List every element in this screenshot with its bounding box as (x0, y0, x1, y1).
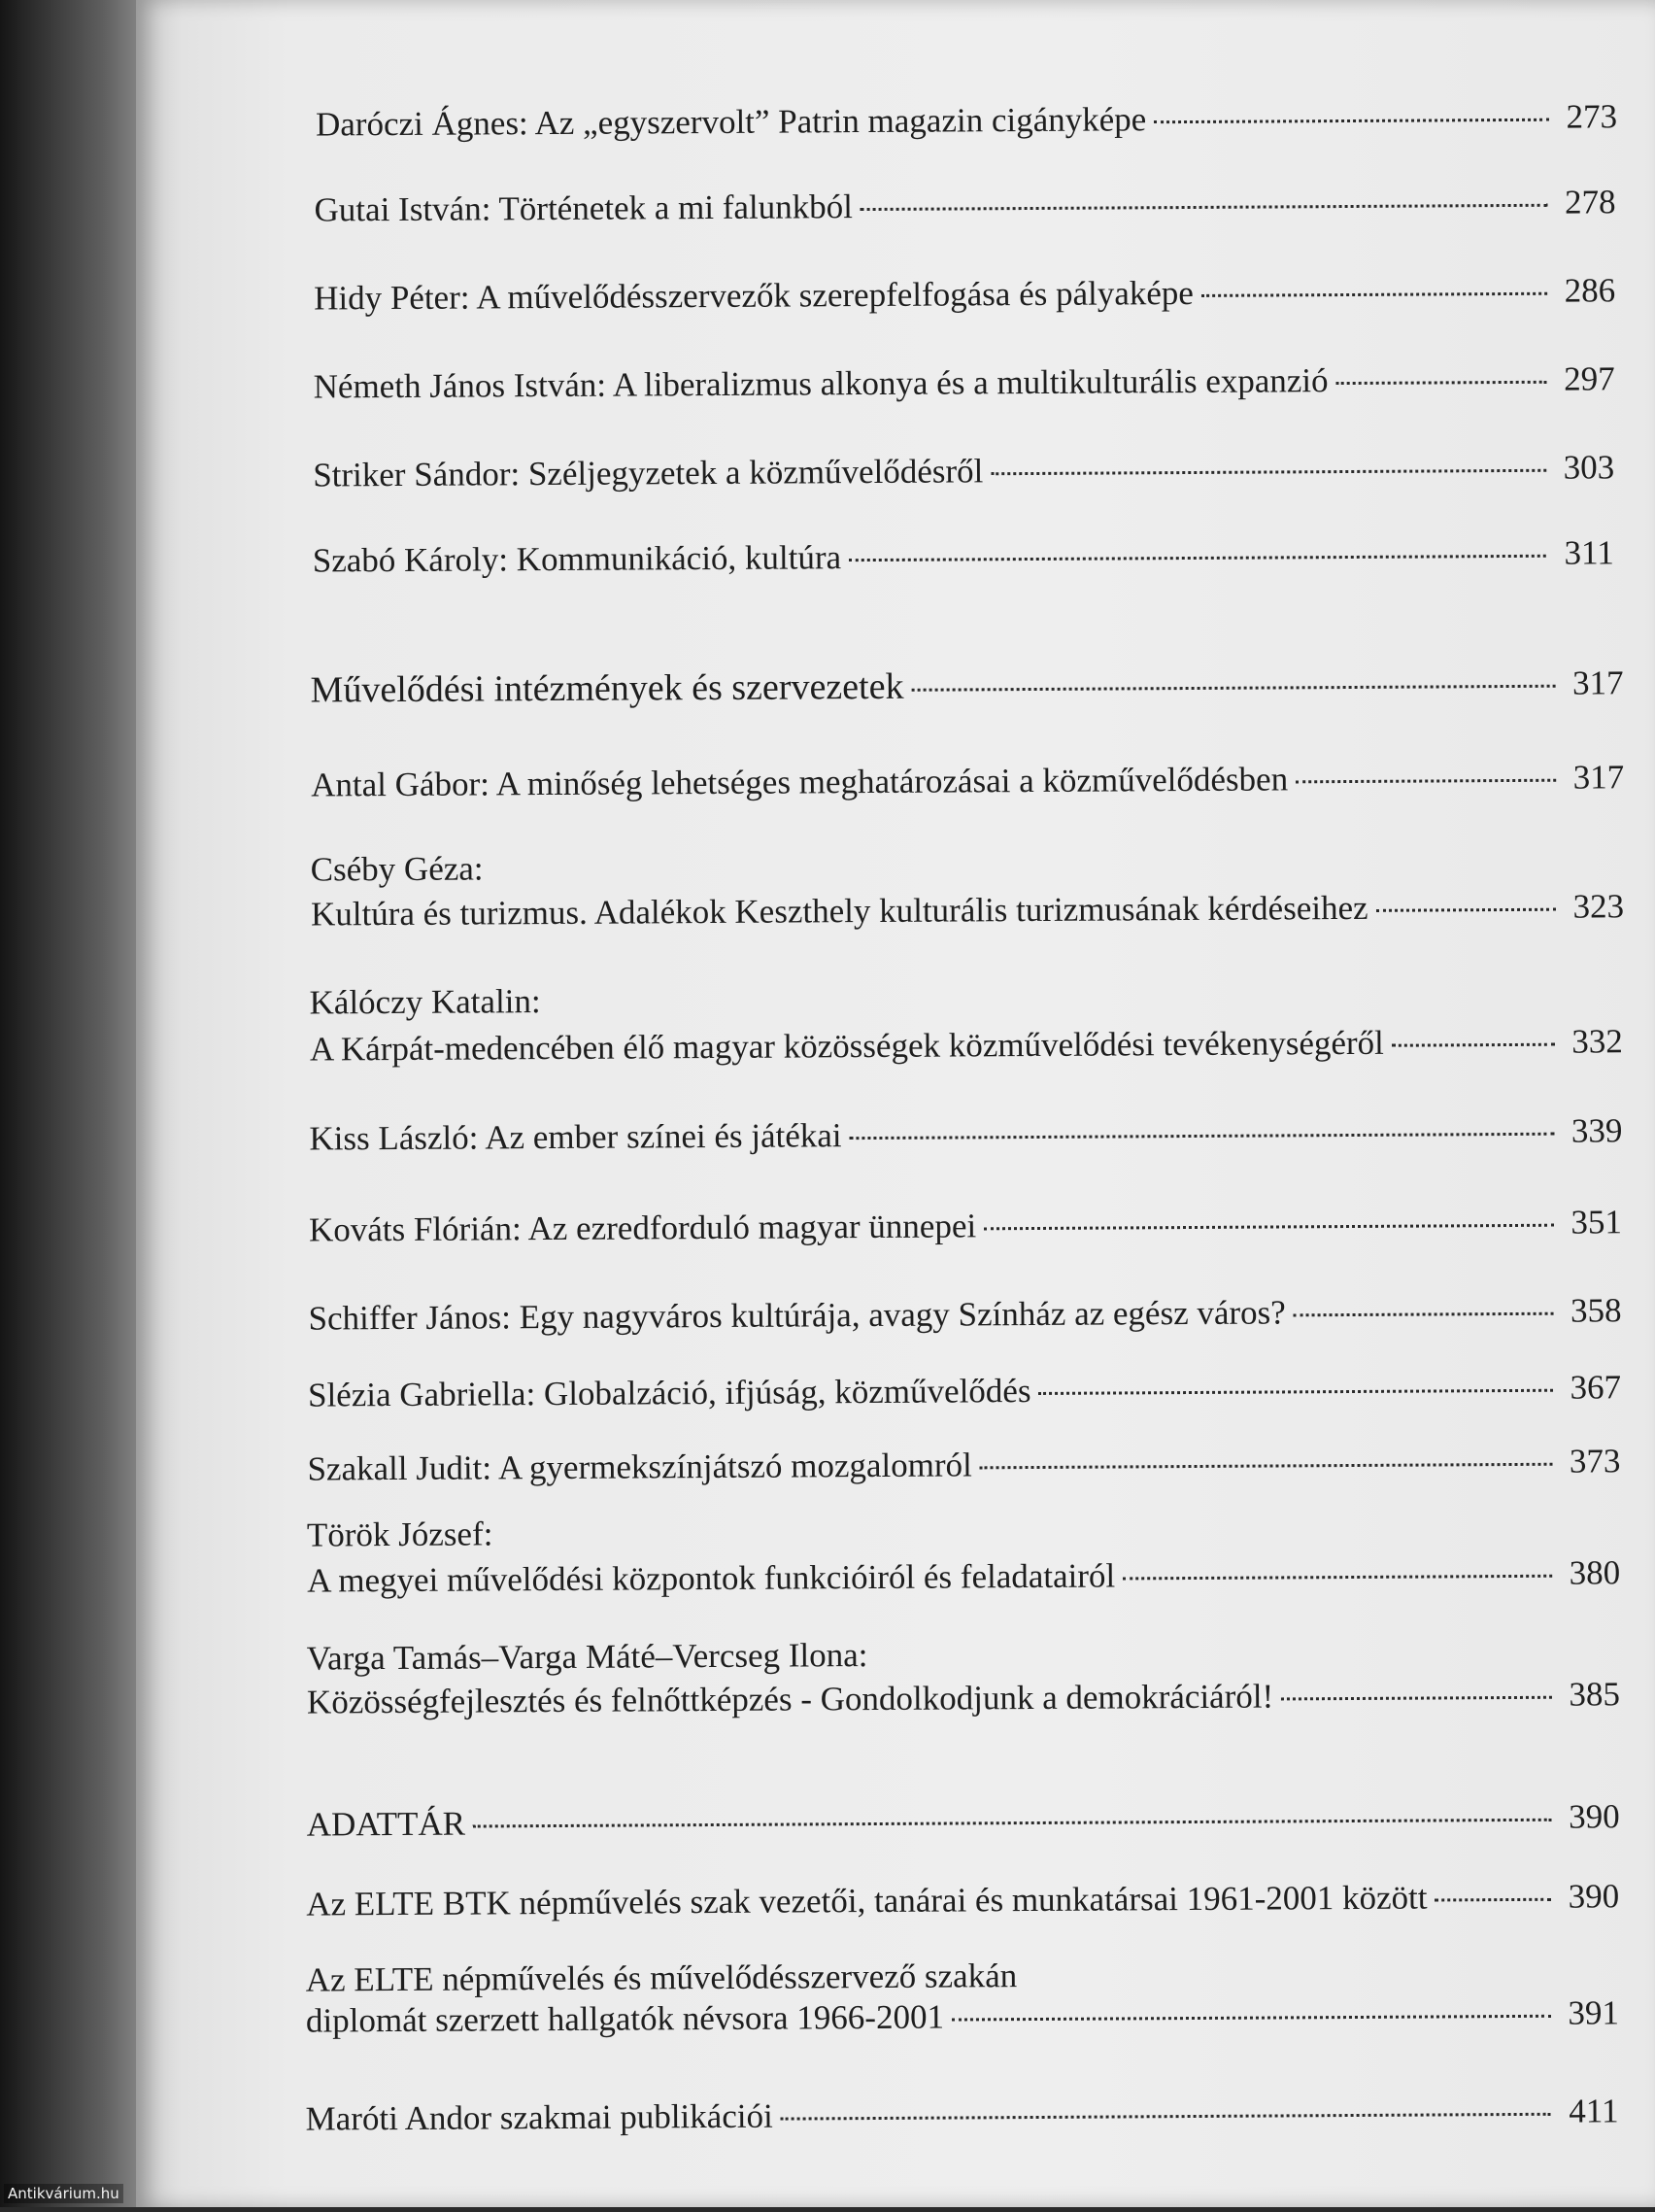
entry-title: Daróczi Ágnes: Az „egyszervolt” Patrin magazin cigányképe (315, 100, 1147, 144)
entry-page: 303 (1563, 448, 1615, 487)
toc-entry-striker (313, 447, 1614, 495)
toc-entry-maroti (305, 2091, 1618, 2139)
dot-leader (781, 2113, 1551, 2121)
entry-page: 351 (1571, 1203, 1623, 1242)
section-title: ADATTÁR (306, 1804, 466, 1844)
dot-leader (984, 1224, 1554, 1231)
dot-leader (850, 1133, 1555, 1140)
dot-leader (1336, 381, 1547, 385)
toc-entry-gutai (314, 182, 1615, 230)
dot-leader (1296, 779, 1556, 784)
entry-title: diplomát szerzett hallgatók névsora 1966-2001 (305, 1997, 945, 2040)
entry-title: Slézia Gabriella: Globalzáció, ifjúság, közművelődés (307, 1372, 1031, 1414)
entry-page: 380 (1569, 1553, 1621, 1592)
entry-author: Török József: (306, 1514, 493, 1554)
toc-entry-schiffer (308, 1290, 1621, 1339)
entry-title: Németh János István: A liberalizmus alkonya és a multikulturális expanzió (313, 361, 1329, 406)
entry-author: Varga Tamás–Varga Máté–Vercseg Ilona: (306, 1636, 868, 1678)
entry-page: 390 (1569, 1797, 1620, 1836)
toc-entry-kaloczy (309, 974, 1623, 1070)
dot-leader (991, 469, 1546, 475)
entry-page: 391 (1568, 1993, 1620, 2032)
entry-title: Striker Sándor: Széljegyzetek a közművelődésről (313, 452, 984, 494)
entry-page: 385 (1569, 1675, 1621, 1714)
toc-entry-cseby (311, 841, 1625, 935)
entry-title: Kultúra és turizmus. Adalékok Keszthely kulturális turizmusának kérdéseihez (310, 888, 1368, 934)
toc-entry-torok (307, 1507, 1621, 1601)
entry-page: 297 (1564, 359, 1615, 398)
dot-leader (1154, 119, 1549, 123)
toc-section-intezmenyek (310, 662, 1623, 711)
entry-author: Az ELTE népművelés és művelődésszervező szakán (305, 1957, 1018, 1999)
entry-title: Gutai István: Történetek a mi falunkból (314, 187, 854, 229)
toc-entry-hidy (314, 270, 1615, 319)
entry-page: 390 (1568, 1877, 1620, 1916)
entry-page: 286 (1564, 271, 1616, 310)
toc-entry-varga (307, 1630, 1621, 1722)
toc-entry-elte-btk (306, 1876, 1619, 1924)
dot-leader (473, 1819, 1552, 1828)
entry-title: Közösségfejlesztés és felnőttképzés - Gondolkodjunk a demokráciáról! (306, 1677, 1274, 1721)
dot-leader (1281, 1696, 1552, 1701)
toc-entry-daroczi (316, 96, 1617, 145)
entry-title: Maróti Andor szakmai publikációi (305, 2096, 773, 2138)
entry-title: Hidy Péter: A művelődésszervezők szerepfelfogása és pályaképe (314, 273, 1195, 318)
entry-page: 332 (1571, 1022, 1623, 1061)
toc-entry-nemeth (314, 358, 1615, 407)
dot-leader (1294, 1312, 1554, 1317)
toc-entry-szabo (313, 532, 1614, 581)
entry-title: Antal Gábor: A minőség lehetséges meghatározásai a közművelődésben (311, 760, 1289, 804)
entry-title: Szakall Judit: A gyermekszínjátszó mozgalomról (307, 1446, 972, 1488)
entry-title: Az ELTE BTK népművelés szak vezetői, tanárai és munkatársai 1961-2001 között (306, 1878, 1428, 1923)
dot-leader (952, 2015, 1551, 2022)
entry-page: 358 (1570, 1291, 1622, 1330)
toc-section-adattar (307, 1796, 1620, 1845)
entry-page: 339 (1571, 1111, 1623, 1150)
watermark: Antikvárium.hu (4, 2184, 123, 2203)
toc-entry-kovats (309, 1202, 1622, 1250)
section-title: Művelődési intézmények és szervezetek (310, 665, 904, 711)
entry-title: A Kárpát-medencében élő magyar közösségek közművelődési tevékenységéről (309, 1023, 1384, 1069)
dot-leader (980, 1463, 1553, 1470)
dot-leader (1123, 1575, 1552, 1581)
entry-page: 367 (1570, 1368, 1622, 1407)
entry-title: Kováts Flórián: Az ezredforduló magyar ünnepei (308, 1207, 977, 1249)
dot-leader (912, 685, 1556, 692)
dot-leader (1435, 1898, 1552, 1902)
entry-title: Schiffer János: Egy nagyváros kultúrája, avagy Színház az egész város? (308, 1293, 1286, 1338)
entry-page: 373 (1569, 1442, 1621, 1480)
entry-title: A megyei művelődési központok funkcióiról és feladatairól (307, 1556, 1116, 1600)
entry-page: 273 (1566, 97, 1618, 136)
entry-page: 278 (1564, 183, 1616, 221)
entry-title: Kiss László: Az ember színei és játékai (309, 1116, 842, 1158)
entry-page: 317 (1571, 664, 1624, 702)
entry-author: Kálóczy Katalin: (309, 982, 541, 1022)
toc-entry-kiss (309, 1110, 1622, 1159)
toc-entry-slezia (308, 1367, 1621, 1415)
dot-leader (1392, 1043, 1555, 1047)
entry-title: Szabó Károly: Kommunikáció, kultúra (312, 538, 842, 580)
entry-page: 317 (1572, 758, 1625, 797)
dot-leader (1039, 1389, 1554, 1395)
dot-leader (861, 204, 1548, 211)
toc-entry-szakall (307, 1441, 1620, 1489)
entry-page: 411 (1569, 2092, 1619, 2130)
entry-page: 323 (1572, 887, 1625, 926)
dot-leader (1201, 292, 1547, 297)
entry-author: Cséby Géza: (310, 849, 484, 889)
toc-entry-antal (311, 757, 1624, 805)
dot-leader (1376, 908, 1556, 912)
entry-page: 311 (1564, 533, 1614, 572)
dot-leader (849, 555, 1546, 562)
toc-entry-elte-nevsor (306, 1952, 1619, 2041)
